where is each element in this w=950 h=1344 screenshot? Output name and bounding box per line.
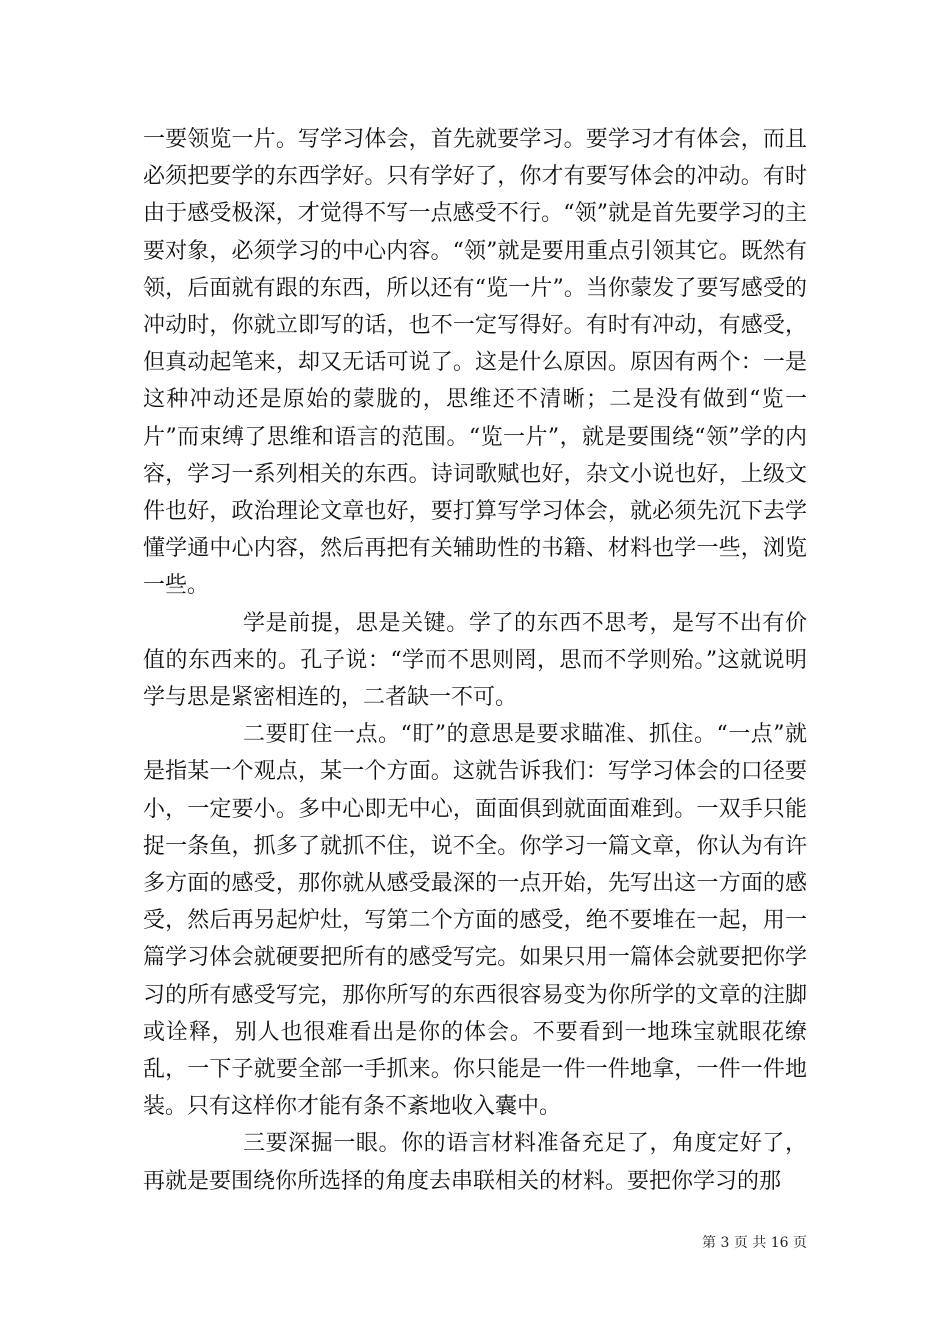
document-body [143,121,807,1200]
page-number-footer: 第 3 页 共 16 页 [702,1235,807,1251]
paragraph-1: 一要领览一片。写学习体会，首先就要学习。要学习才有体会，而且必须把要学的东西学好。只有学好了，你才有要写体会的冲动。有时由于感受极深，才觉得不写一点感受不行。“领”就是首先要学习的主要对象，必须学习的中心内容。“领”就是要用重点引领其它。既然有领，后面就有跟的东西，所以还有“览一片”。当你蒙发了要写感受的冲动时，你就立即写的话，也不一定写得好。有时有冲动，有感受，但真动起笔来，却又无话可说了。这是什么原因。原因有两个：一是这种冲动还是原始的蒙胧的，思维还不清晰；二是没有做到“览一片”而束缚了思维和语言的范围。“览一片”，就是要围绕“领”学的内容，学习一系列相关的东西。诗词歌赋也好，杂文小说也好，上级文件也好，政治理论文章也好，要打算写学习体会，就必须先沉下去学懂学通中心内容，然后再把有关辅助性的书籍、材料也学一些，浏览一些。 [143,127,807,599]
paragraph-4: 三要深掘一眼。你的语言材料准备充足了，角度定好了，再就是要围绕你所选择的角度去串联相关的材料。要把你学习的那 [143,1131,807,1194]
paragraph-3: 二要盯住一点。“盯”的意思是要求瞄准、抓住。“一点”就是指某一个观点，某一个方面。这就告诉我们：写学习体会的口径要小，一定要小。多中心即无中心，面面俱到就面面难到。一双手只能捉一条鱼，抓多了就抓不住，说不全。你学习一篇文章，你认为有许多方面的感受，那你就从感受最深的一点开始，先写出这一方面的感受，然后再另起炉灶，写第二个方面的感受，绝不要堆在一起，用一篇学习体会就硬要把所有的感受写完。如果只用一篇体会就要把你学习的所有感受写完，那你所写的东西很容易变为你所学的文章的注脚或诠释，别人也很难看出是你的体会。不要看到一地珠宝就眼花缭乱，一下子就要全部一手抓来。你只能是一件一件地拿，一件一件地装。只有这样你才能有条不紊地收入囊中。 [143,722,807,1120]
paragraph-2: 学是前提，思是关键。学了的东西不思考，是写不出有价值的东西来的。孔子说：“学而不思则罔，思而不学则殆。”这就说明学与思是紧密相连的，二者缺一不可。 [143,610,807,711]
